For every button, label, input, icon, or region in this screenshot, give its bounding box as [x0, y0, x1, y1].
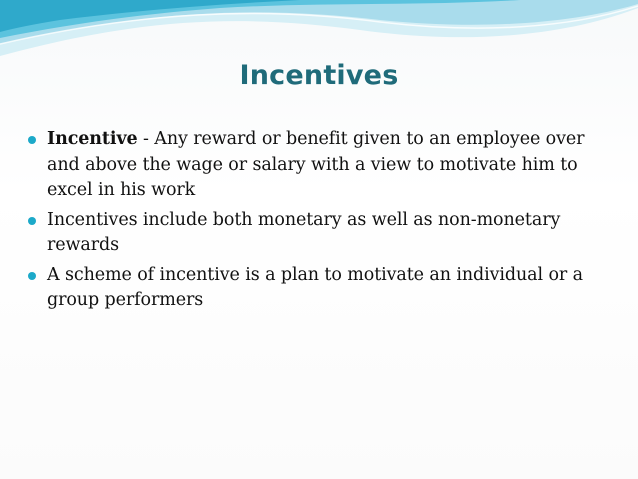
bullet-term: Incentive	[47, 129, 138, 149]
bullet-list	[28, 127, 618, 318]
slide-title: Incentives	[239, 60, 399, 91]
bullet-item	[28, 263, 618, 314]
bullet-dot-icon	[28, 272, 36, 280]
bullet-dot-icon	[28, 136, 36, 144]
bullet-text: Incentives include both monetary as well as non-monetary rewards	[47, 209, 561, 255]
bullet-item	[28, 208, 618, 259]
bullet-dot-icon	[28, 217, 36, 225]
bullet-item	[28, 127, 618, 204]
bullet-text: - Any reward or benefit given to an employee over and above the wage or salary with a view to motivate him to excel in his work	[47, 129, 585, 200]
bullet-text: A scheme of incentive is a plan to motivate an individual or a group performers	[47, 264, 583, 310]
